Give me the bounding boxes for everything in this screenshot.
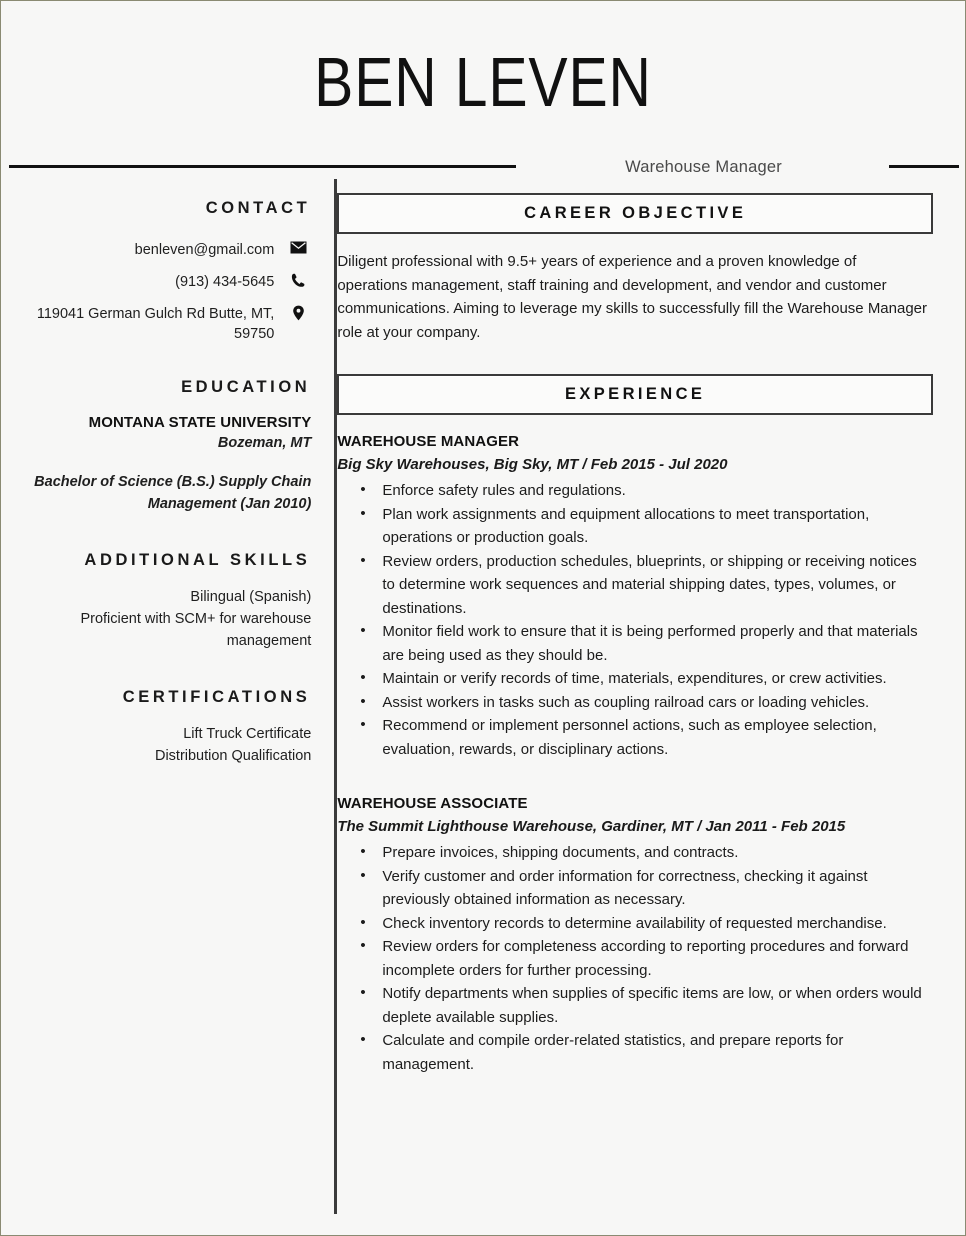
job-title: WAREHOUSE MANAGER <box>337 433 520 450</box>
job-bullet-list <box>337 479 933 761</box>
resume-body <box>1 161 965 1092</box>
list-item: • Review orders, production schedules, blueprints, or shipping or receiving notices to determine work sequences and material shipping dates, types, volumes, or destinations. <box>337 550 933 621</box>
list-item: • Notify departments when supplies of specific items are low, or when orders would deplete available supplies. <box>337 982 933 1029</box>
list-item: • Enforce safety rules and regulations. <box>337 479 933 503</box>
contact-item-address <box>13 304 311 344</box>
certifications-list <box>13 723 311 767</box>
skills-heading: ADDITIONAL SKILLS <box>84 551 311 569</box>
contact-phone-value[interactable]: (913) 434-5645 <box>175 274 275 290</box>
envelope-icon <box>285 240 311 254</box>
list-item: • Monitor field work to ensure that it is being performed properly and that materials are being used as they should be. <box>337 620 933 667</box>
education-heading: EDUCATION <box>181 378 311 396</box>
spacer <box>13 660 311 688</box>
phone-icon <box>285 272 311 288</box>
education-school: MONTANA STATE UNIVERSITY <box>88 414 312 431</box>
contact-address-value[interactable]: 119041 German Gulch Rd Butte, MT, 59750 <box>36 306 275 342</box>
main-column <box>311 161 965 1092</box>
job-company-dates: Big Sky Warehouses, Big Sky, MT / Feb 2015 - Jul 2020 <box>337 456 728 473</box>
list-item: Distribution Qualification <box>154 748 312 764</box>
list-item: • Calculate and compile order-related statistics, and prepare reports for management. <box>337 1029 933 1076</box>
spacer <box>337 777 933 793</box>
career-objective-heading-box <box>337 193 933 234</box>
contact-email-value[interactable]: benleven@gmail.com <box>134 242 275 258</box>
location-pin-icon <box>285 304 311 321</box>
job-title: WAREHOUSE ASSOCIATE <box>337 795 528 812</box>
job-bullet-list <box>337 841 933 1076</box>
certifications-heading: CERTIFICATIONS <box>122 688 311 706</box>
education-location: Bozeman, MT <box>217 435 312 451</box>
list-item: Bilingual (Spanish) <box>190 589 312 605</box>
career-objective-text: Diligent professional with 9.5+ years of experience and a proven knowledge of operations management, staff training and development, and vendor and customer communications. Aiming to leverage my skills to successfully fill the Warehouse Manager role at your company. <box>337 253 928 341</box>
list-item: • Maintain or verify records of time, materials, expenditures, or crew activities. <box>337 667 933 691</box>
skills-list <box>13 586 311 652</box>
list-item: • Review orders for completeness according to reporting procedures and forward incomplete orders for further processing. <box>337 935 933 982</box>
contact-item-phone <box>13 272 311 292</box>
contact-heading: CONTACT <box>205 199 311 217</box>
spacer <box>13 521 311 551</box>
candidate-job-title: Warehouse Manager <box>625 158 782 176</box>
career-objective-heading: CAREER OBJECTIVE <box>524 204 747 222</box>
list-item: • Assist workers in tasks such as coupling railroad cars or loading vehicles. <box>337 691 933 715</box>
experience-heading-box <box>337 374 933 415</box>
list-item: • Prepare invoices, shipping documents, and contracts. <box>337 841 933 865</box>
list-item: • Recommend or implement personnel actions, such as employee selection, evaluation, rewards, or disciplinary actions. <box>337 714 933 761</box>
experience-heading: EXPERIENCE <box>564 385 706 403</box>
contact-item-email <box>13 240 311 260</box>
list-item: • Check inventory records to determine availability of requested merchandise. <box>337 912 933 936</box>
candidate-name: BEN LEVEN <box>314 43 652 121</box>
contact-list <box>13 240 311 344</box>
experience-entry-2 <box>337 793 933 1076</box>
experience-entry-1 <box>337 431 933 761</box>
list-item: Lift Truck Certificate <box>183 726 312 742</box>
list-item: • Verify customer and order information for correctness, checking it against previously obtained information as necessary. <box>337 865 933 912</box>
list-item: • Plan work assignments and equipment allocations to meet transportation, operations or production goals. <box>337 503 933 550</box>
list-item: Proficient with SCM+ for warehouse management <box>80 611 312 649</box>
education-entry <box>13 413 311 515</box>
job-company-dates: The Summit Lighthouse Warehouse, Gardiner, MT / Jan 2011 - Feb 2015 <box>337 818 846 835</box>
education-degree: Bachelor of Science (B.S.) Supply Chain Management (Jan 2010) <box>34 474 312 512</box>
sidebar-column <box>1 161 311 775</box>
resume-header <box>1 1 965 176</box>
